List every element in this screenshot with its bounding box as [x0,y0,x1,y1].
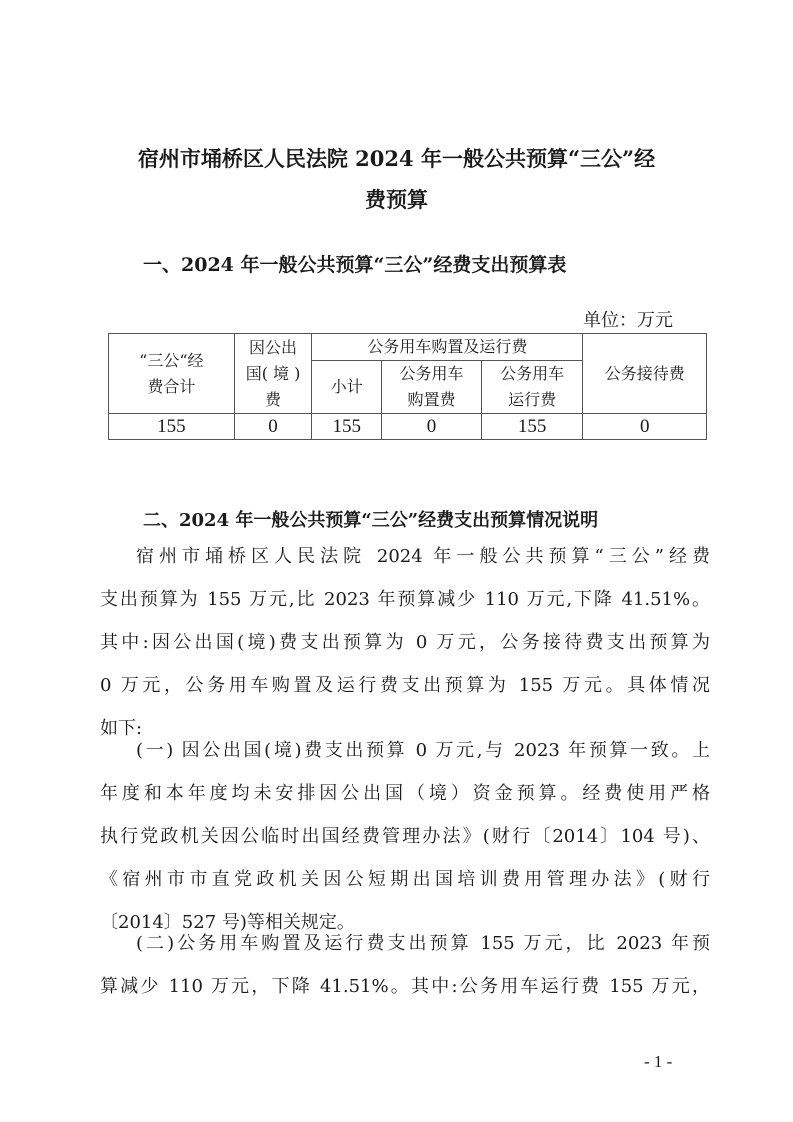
paragraph-2-line: 年度和本年度均未安排因公出国（境）资金预算。经费使用严格 [100,783,710,804]
header-vehicle-operation-line2: 运行费 [508,390,557,409]
document-title-line1: 宿州市埇桥区人民法院 2024 年一般公共预算“三公”经 [137,146,656,171]
paragraph-1 [100,535,710,750]
paragraph-2-line: 《宿州市市直党政机关因公短期出国培训费用管理办法》(财行 [100,869,710,890]
value-reception: 0 [583,414,707,440]
header-abroad-line3: 费 [265,389,282,409]
header-vehicle-group: 公务用车购置及运行费 [312,334,583,361]
section2-heading: 二、2024 年一般公共预算“三公”经费支出预算情况说明 [143,510,599,531]
header-total-line2: 费合计 [147,376,196,396]
table-header-row [109,334,707,361]
header-vehicle-purchase-line1: 公务用车 [399,364,464,383]
unit-label: 单位：万元 [583,310,673,331]
value-abroad: 0 [234,414,312,440]
header-abroad [234,334,312,414]
value-subtotal: 155 [312,414,382,440]
budget-table [108,333,707,440]
paragraph-1-line: 支出预算为 155 万元,比 2023 年预算减少 110 万元,下降 41.51%。 [100,589,710,610]
paragraph-3-line: 算减少 110 万元，下降 41.51%。其中:公务用车运行费 155 万元， [100,976,710,997]
paragraph-3 [100,922,710,1008]
value-total: 155 [109,414,235,440]
document-title-line2: 费预算 [365,187,428,212]
header-subtotal: 小计 [312,361,382,414]
paragraph-2 [100,729,710,944]
header-vehicle-operation-line1: 公务用车 [500,364,565,383]
paragraph-1-line: 如下: [100,718,143,739]
paragraph-1-line: 其中:因公出国(境)费支出预算为 0 万元，公务接待费支出预算为 [100,632,710,653]
header-total [109,334,235,414]
page-number: - 1 - [644,1052,673,1071]
paragraph-1-line: 宿州市埇桥区人民法院 2024 年一般公共预算“三公”经费 [136,546,710,567]
header-abroad-line2: 国( 境 ) [245,363,301,383]
header-vehicle-purchase-line2: 购置费 [407,390,456,409]
table-row [109,414,707,440]
header-vehicle-purchase [382,361,481,414]
header-reception: 公务接待费 [583,334,707,414]
section1-heading: 一、2024 年一般公共预算“三公”经费支出预算表 [143,254,567,276]
paragraph-3-line: (二)公务用车购置及运行费支出预算 155 万元，比 2023 年预 [136,933,710,954]
paragraph-2-line: 执行党政机关因公临时出国经费管理办法》(财行〔2014〕104 号)、 [100,826,710,847]
value-vehicle-operation: 155 [481,414,583,440]
paragraph-1-line: 0 万元，公务用车购置及运行费支出预算为 155 万元。具体情况 [100,675,710,696]
header-vehicle-operation [481,361,583,414]
header-total-line1: “三公“经 [139,350,204,370]
paragraph-2-line: 〔2014〕527 号)等相关规定。 [100,912,355,933]
paragraph-2-line: (一) 因公出国(境)费支出预算 0 万元,与 2023 年预算一致。上 [136,740,710,761]
value-vehicle-purchase: 0 [382,414,481,440]
header-abroad-line1: 因公出 [249,337,298,357]
